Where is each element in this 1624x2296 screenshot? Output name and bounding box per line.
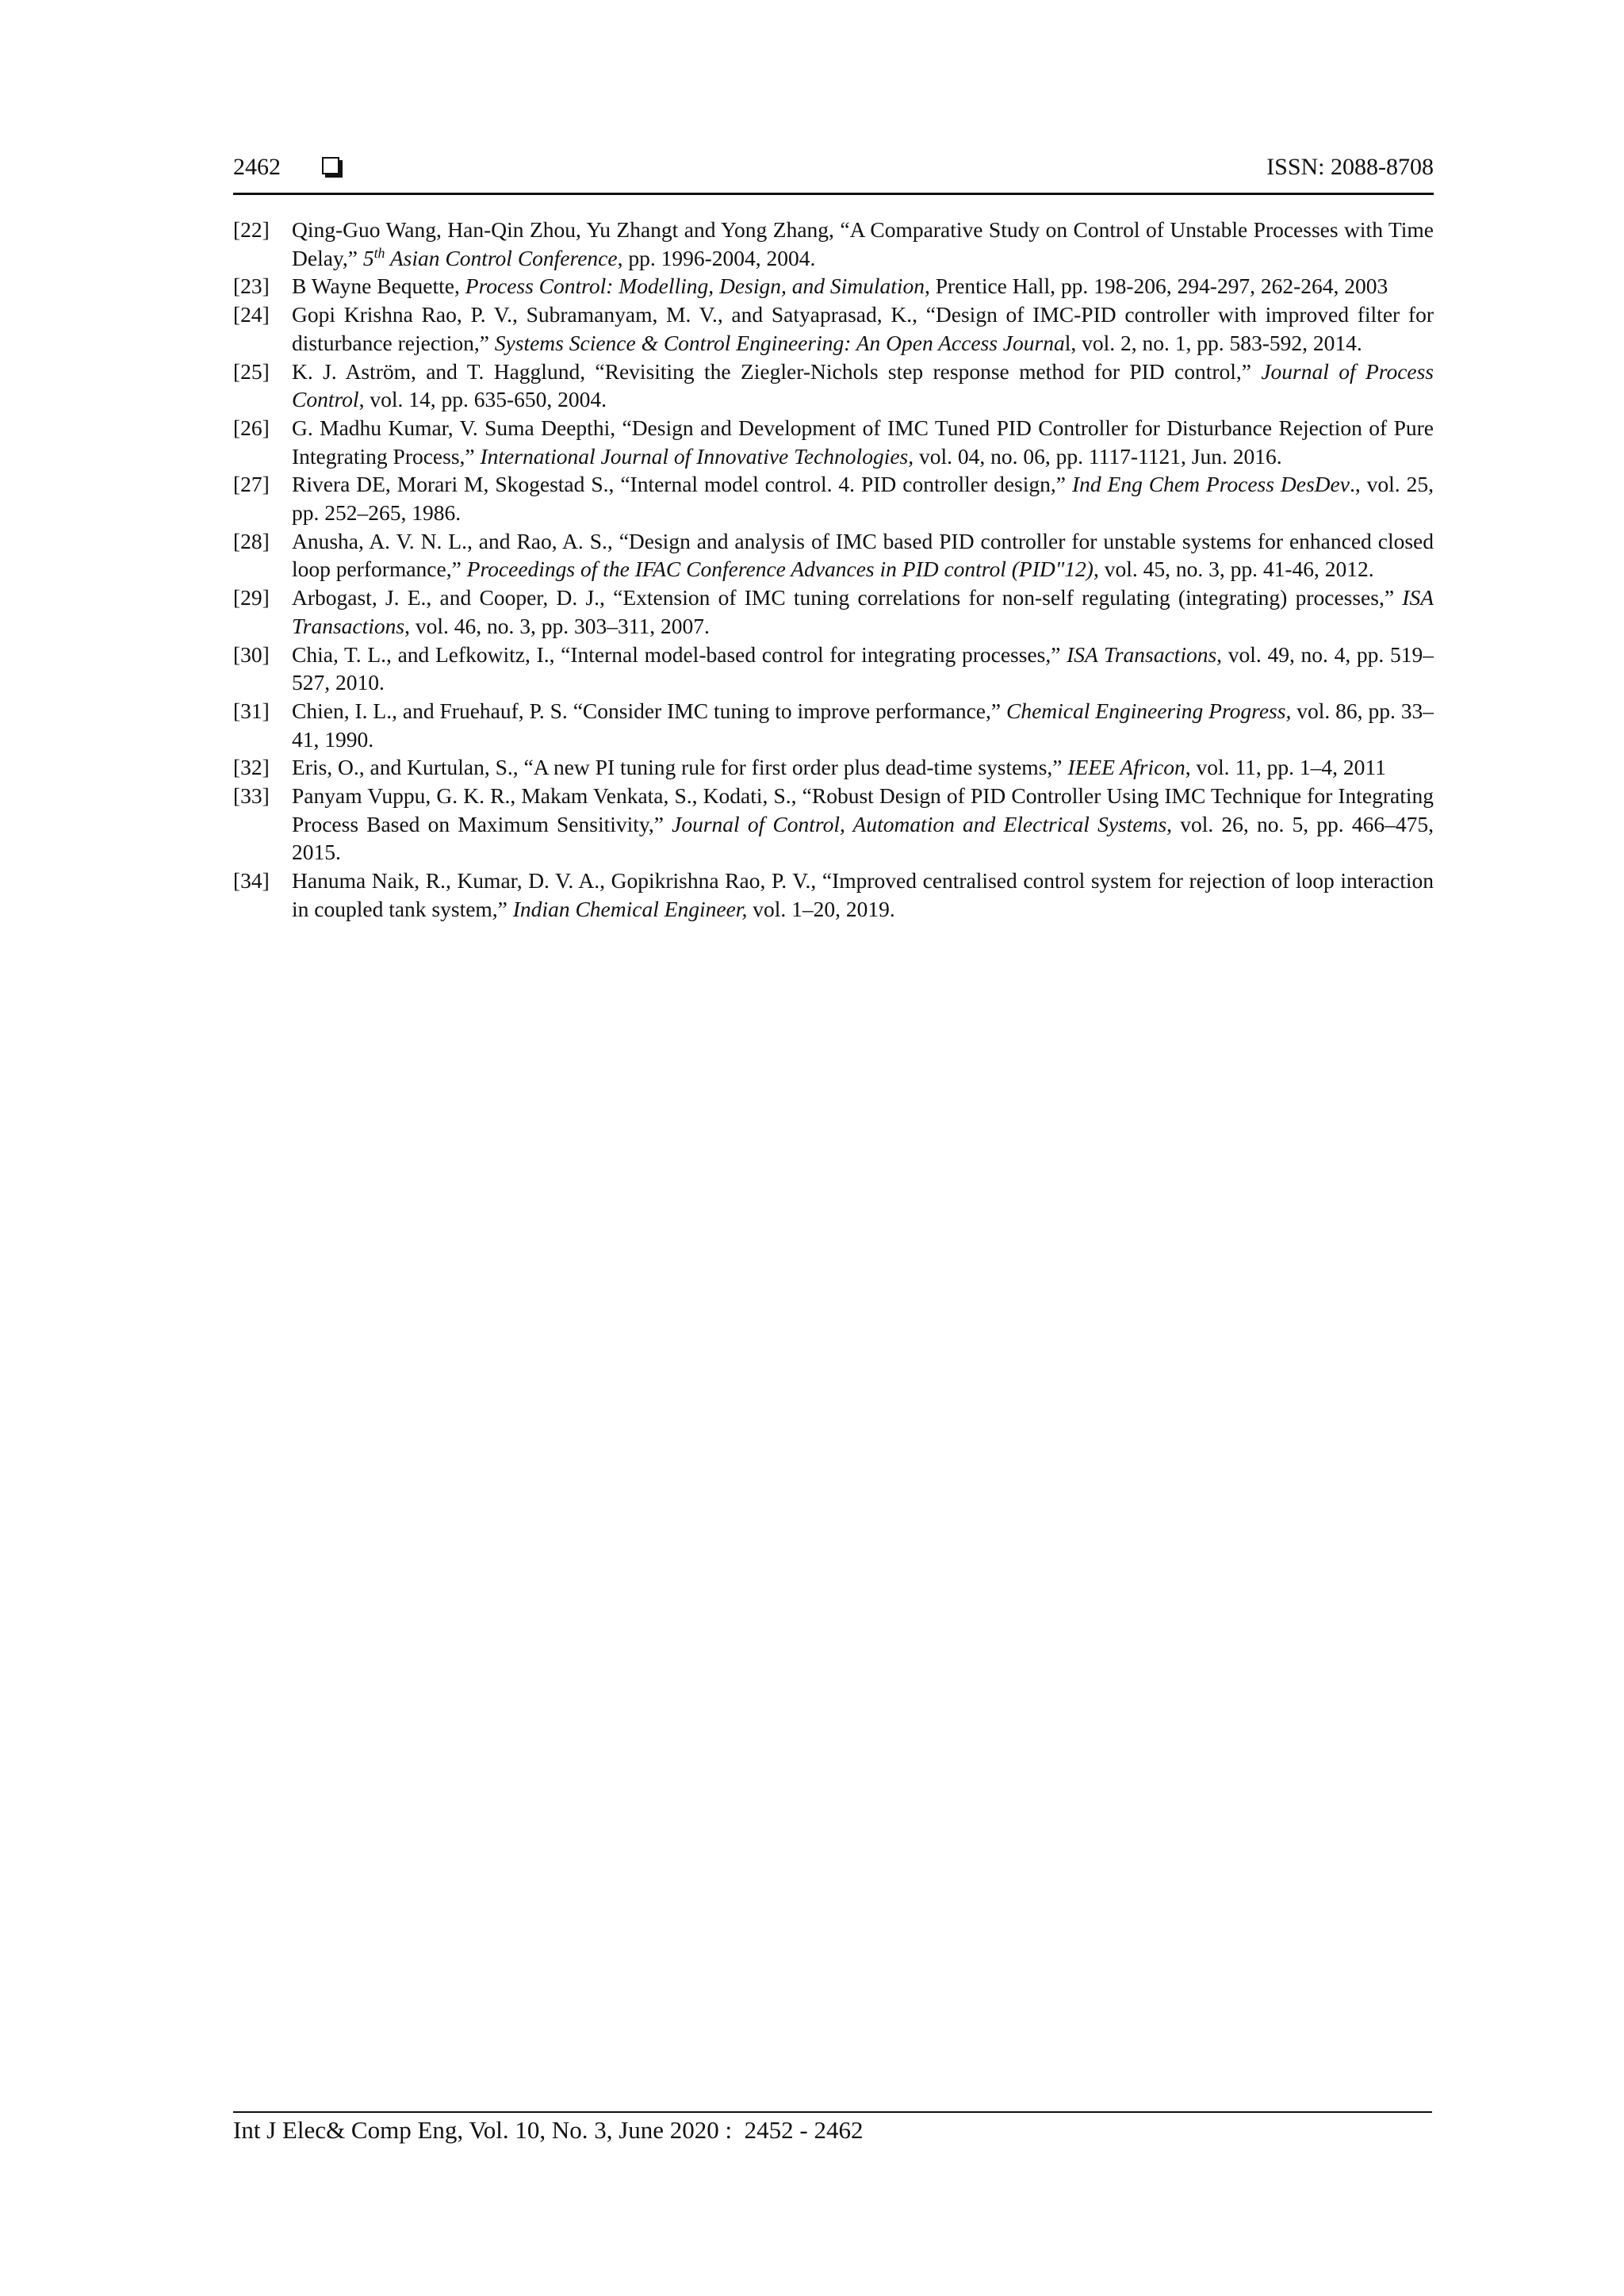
reference-italic-run: th [373, 244, 385, 261]
reference-text [292, 470, 1434, 526]
reference-run: Hanuma Naik, R., Kumar, D. V. A., Gopikrishna Rao, P. V., “Improved centralised control system for rejection of loop interaction in coupled tank system,” [292, 868, 1434, 921]
reference-text [292, 527, 1434, 584]
reference-italic-run: Ind Eng Chem Process DesDev [1071, 472, 1350, 497]
reference-entry [233, 414, 1434, 470]
reference-entry [233, 753, 1434, 782]
reference-entry [233, 272, 1434, 300]
reference-italic-run: IEEE Africon [1067, 755, 1185, 780]
reference-run: vol. 86, pp. 33–41, 1990. [292, 698, 1434, 752]
reference-run: Gopi Krishna Rao, P. V., Subramanyam, M. V., and Satyaprasad, K., “Design of IMC-PID controller with improved filter for disturbance rejection,” [292, 302, 1434, 355]
reference-entry [233, 527, 1434, 584]
reference-run: ., vol. 25, pp. 252–265, 1986. [292, 472, 1434, 526]
reference-entry [233, 867, 1434, 923]
reference-run: , pp. 1996-2004, 2004. [617, 245, 816, 270]
reference-list [233, 216, 1434, 924]
page-header [233, 154, 1434, 195]
reference-run: , vol. 46, no. 3, pp. 303–311, 2007. [404, 613, 710, 638]
reference-text [292, 358, 1434, 414]
reference-entry [233, 358, 1434, 414]
reference-run: Panyam Vuppu, G. K. R., Makam Venkata, S., Kodati, S., “Robust Design of PID Controller Using IMC Technique for Integrating Process Based on Maximum Sensitivity,” [292, 783, 1434, 836]
reference-text [292, 753, 1434, 782]
page-number: 2462 [233, 154, 281, 180]
reference-number: [22] [233, 217, 270, 242]
reference-italic-run: Asian Control Conference [385, 245, 618, 270]
reference-run: B Wayne Bequette, [292, 274, 465, 299]
reference-number: [27] [233, 472, 270, 497]
header-divider [233, 193, 1434, 195]
reference-text [292, 782, 1434, 867]
reference-italic-run: Proceedings of the IFAC Conference Advances in PID control (PID"12) [466, 557, 1094, 582]
reference-run: , vol. 26, no. 5, pp. 466–475, 2015. [292, 811, 1434, 865]
reference-italic-run: Indian Chemical Engineer, [512, 896, 748, 921]
reference-run: Anusha, A. V. N. L., and Rao, A. S., “Design and analysis of IMC based PID controller for unstable systems for enhanced closed loop performance,” [292, 528, 1434, 582]
reference-italic-run: Systems Science & Control Engineering: An Open Access Journa [494, 330, 1065, 355]
reference-run: , vol. 45, no. 3, pp. 41-46, 2012. [1093, 557, 1374, 582]
reference-italic-run: 5 [362, 245, 374, 270]
reference-number: [34] [233, 868, 270, 894]
reference-italic-run: ISA Transactions [1067, 641, 1217, 667]
reference-run: G. Madhu Kumar, V. Suma Deepthi, “Design and Development of IMC Tuned PID Controller for Disturbance Rejection of Pure Integrating Process,” [292, 415, 1434, 469]
reference-number: [29] [233, 585, 270, 610]
reference-text [292, 272, 1434, 300]
reference-run: vol. 04, no. 06, pp. 1117-1121, Jun. 2016. [914, 443, 1282, 469]
reference-run: Chia, T. L., and Lefkowitz, I., “Internal model-based control for integrating processes,” [292, 641, 1067, 667]
reference-text [292, 216, 1434, 272]
reference-text [292, 414, 1434, 470]
reference-run: , vol. 49, no. 4, pp. 519–527, 2010. [292, 641, 1434, 695]
reference-entry [233, 782, 1434, 867]
reference-run: , Prentice Hall, pp. 198-206, 294-297, 262-264, 2003 [925, 274, 1388, 299]
reference-run: K. J. Aström, and T. Hagglund, “Revisiting the Ziegler-Nichols step response method for PID control,” [292, 358, 1262, 384]
reference-italic-run: Journal of Process Control [292, 358, 1434, 412]
reference-entry [233, 216, 1434, 272]
reference-run: Rivera DE, Morari M, Skogestad S., “Internal model control. 4. PID controller design,” [292, 472, 1072, 497]
reference-italic-run: Chemical Engineering Progress, [1006, 698, 1292, 723]
reference-number: [23] [233, 274, 270, 299]
reference-number: [32] [233, 755, 270, 780]
reference-text [292, 867, 1434, 923]
reference-italic-run: Process Control: Modelling, Design, and Simulation [465, 274, 925, 299]
reference-number: [25] [233, 358, 270, 384]
reference-run: , vol. 11, pp. 1–4, 2011 [1185, 755, 1386, 780]
reference-text [292, 584, 1434, 640]
reference-run: Qing-Guo Wang, Han-Qin Zhou, Yu Zhangt and Yong Zhang, “A Comparative Study on Control of Unstable Processes with Time Delay,” [292, 217, 1434, 270]
reference-number: [28] [233, 528, 270, 553]
reference-number: [33] [233, 783, 270, 809]
reference-number: [24] [233, 302, 270, 327]
square-bullet-icon [322, 157, 339, 174]
reference-run: Arbogast, J. E., and Cooper, D. J., “Extension of IMC tuning correlations for non-self regulating (integrating) processes,” [292, 585, 1403, 610]
reference-run: l, vol. 2, no. 1, pp. 583-592, 2014. [1064, 330, 1362, 355]
reference-entry [233, 584, 1434, 640]
reference-run: Eris, O., and Kurtulan, S., “A new PI tuning rule for first order plus dead-time systems,” [292, 755, 1068, 780]
footer-divider [233, 2111, 1432, 2113]
journal-issn: ISSN: 2088-8708 [1266, 154, 1434, 180]
reference-number: [30] [233, 641, 270, 667]
reference-number: [26] [233, 415, 270, 440]
reference-italic-run: International Journal of Innovative Technologies, [480, 443, 914, 469]
reference-entry [233, 470, 1434, 526]
reference-number: [31] [233, 698, 270, 723]
reference-text [292, 641, 1434, 697]
reference-entry [233, 697, 1434, 753]
reference-run: vol. 1–20, 2019. [747, 896, 895, 921]
reference-run: , vol. 14, pp. 635-650, 2004. [358, 387, 607, 412]
footer-citation: Int J Elec& Comp Eng, Vol. 10, No. 3, June 2020 : 2452 - 2462 [233, 2116, 864, 2144]
reference-italic-run: ISA Transactions [292, 585, 1434, 638]
reference-italic-run: Journal of Control, Automation and Electrical Systems [672, 811, 1167, 836]
reference-entry [233, 300, 1434, 357]
reference-entry [233, 641, 1434, 697]
reference-run: Chien, I. L., and Fruehauf, P. S. “Consider IMC tuning to improve performance,” [292, 698, 1006, 723]
reference-text [292, 697, 1434, 753]
reference-text [292, 300, 1434, 357]
